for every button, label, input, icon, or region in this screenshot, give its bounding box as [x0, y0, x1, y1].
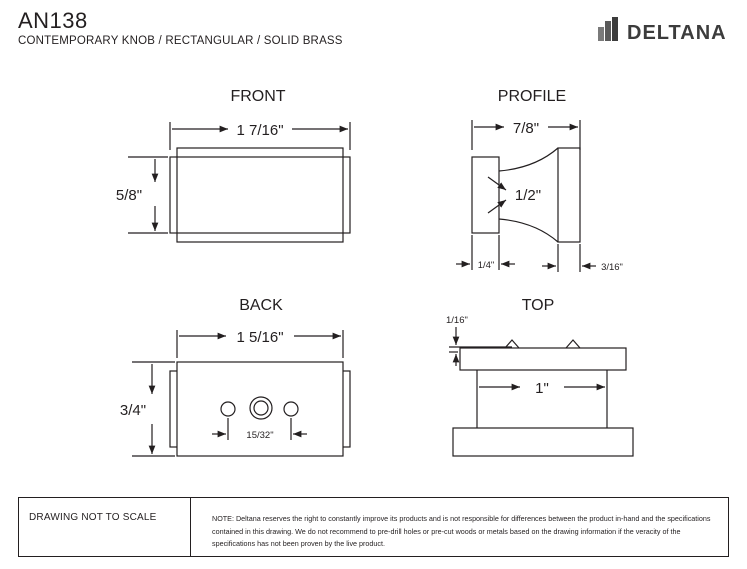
profile-base-dimension: 1/4" [477, 260, 495, 271]
product-code: AN138 [18, 8, 88, 33]
profile-neck-upper [499, 148, 558, 171]
back-view-title: BACK [239, 297, 283, 314]
front-knob-plate [177, 148, 343, 242]
top-view-title: TOP [521, 297, 555, 314]
profile-view [456, 88, 623, 273]
footer-divider [190, 498, 191, 556]
front-knob-face [170, 157, 350, 233]
top-view [446, 297, 633, 456]
profile-depth-dimension: 7/8" [512, 120, 540, 137]
back-knob-plate [177, 362, 343, 456]
product-description: CONTEMPORARY KNOB / RECTANGULAR / SOLID BRASS [18, 35, 343, 47]
top-pin-right [566, 340, 580, 348]
brand-name: DELTANA [627, 22, 727, 44]
front-view-title: FRONT [230, 88, 286, 105]
top-width-dimension: 1" [535, 380, 549, 397]
top-head-plate [460, 348, 626, 370]
front-view [116, 88, 350, 242]
disclaimer-note: NOTE: Deltana reserves the right to constantly improve its products and is not responsible for differences between the product in-hand and the specifications contained in this drawing. We do not recommend to pre-drill holes or pre-cut woods or metals based on the drawing information if the veracity of the specifications has not been proven by the live product. [212, 514, 711, 548]
top-pin-dimension: 1/16" [446, 315, 468, 326]
profile-neck-lower [499, 219, 558, 242]
profile-neck-dimension: 1/2" [514, 187, 542, 204]
drawing-scale-note: DRAWING NOT TO SCALE [29, 512, 157, 523]
back-hole-spacing-dimension: 15/32" [246, 430, 274, 441]
profile-head-dimension: 3/16" [601, 262, 623, 273]
back-view [120, 297, 350, 456]
front-width-dimension: 1 7/16" [236, 122, 284, 139]
profile-head-block [558, 148, 580, 242]
back-width-dimension: 1 5/16" [236, 329, 284, 346]
back-height-dimension: 3/4" [119, 402, 147, 419]
profile-view-title: PROFILE [497, 88, 567, 105]
top-base-plate [453, 428, 633, 456]
profile-base-block [472, 157, 499, 233]
footer-notes-box [18, 497, 729, 557]
front-height-dimension: 5/8" [115, 187, 143, 204]
